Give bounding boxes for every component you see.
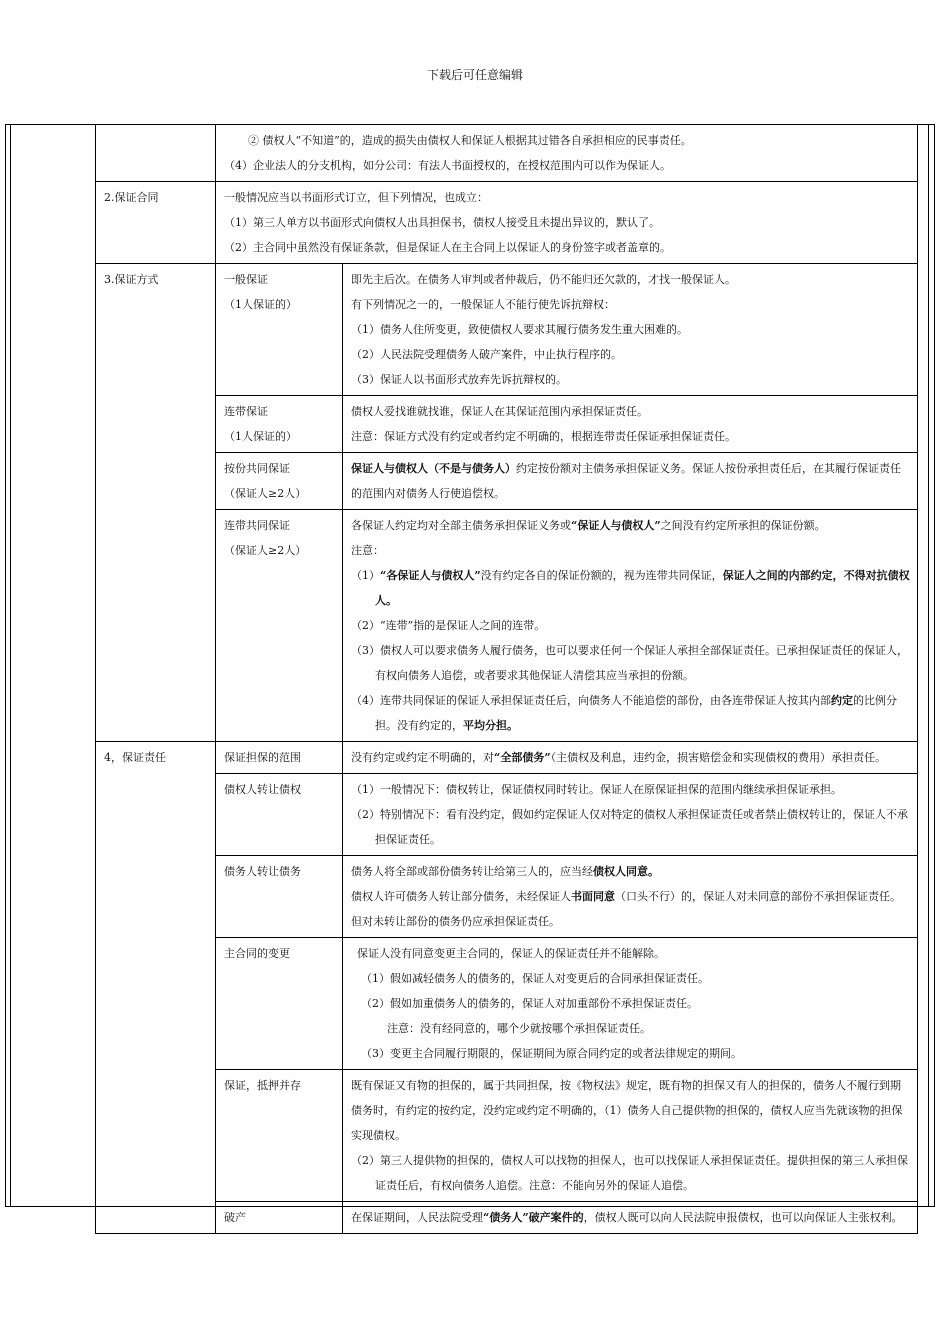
text-paragraph [351,859,911,884]
text-span: 债权人许可债务人转让部分债务，未经保证人 [351,890,571,903]
bold-text: “债务人”破产案件的 [483,1211,584,1224]
text-span: （口头不行）的，保证人对未同意的部份不承担保证责任。但对未转让部份的债务仍应承担保证责任。 [351,890,901,928]
row-joint-guarantee [96,396,918,453]
text-span: 没有约定或约定不明确的，对 [351,751,494,764]
subtype-cell [216,510,343,742]
text-span: 约定按份额对主债务承担保证义务。保证人按份承担责任后，在其履行保证责任的范围内对债务人行使追偿权。 [351,462,901,500]
text-paragraph [351,513,911,538]
subtype-name: 债权人转让债权 [216,774,343,856]
text-line: （3）变更主合同履行期限的，保证期间为原合同约定的或者法律规定的期间。 [361,1047,742,1060]
text-line: 既有保证又有物的担保的，属于共同担保，按《物权法》规定，既有物的担保又有人的担保的，债务人不履行到期债务时，有约定的按约定，没约定或约定不明确的，（1）债务人自己提供物的担保的，债权人应当先就该物的担保实现债权。 [351,1079,903,1142]
bold-text: 约定 [831,694,853,707]
section-title: 4，保证责任 [96,742,216,1234]
text-line: （1）债务人住所变更，致使债权人要求其履行债务发生重大困难的。 [351,323,688,336]
text-line: （2）第三人提供物的担保的，债权人可以找物的担保人，也可以找保证人承担保证责任。提供担保的第三人承担保证责任后，有权向债务人追偿。注意：不能向另外的保证人追偿。 [351,1154,908,1192]
subtype-content [343,1070,918,1202]
text-line: （4）企业法人的分支机构，如分公司：有法人书面授权的，在授权范围内可以作为保证人。 [224,159,671,172]
row-section1-continued [96,125,918,182]
row-share-guarantee [96,453,918,510]
text-span: 的比例分担。没有约定的， [375,694,897,732]
page-header: 下载后可任意编辑 [426,68,523,82]
row-bankruptcy [96,1202,918,1234]
subtype-name: 连带保证 [224,405,268,418]
subtype-note: （保证人≥2人） [224,544,307,557]
subtype-content [343,510,918,742]
section-title: 2.保证合同 [96,182,216,264]
subtype-name: 按份共同保证 [224,462,290,475]
row-debt-transfer [96,856,918,938]
subtype-cell [216,396,343,453]
text-line: 一般情况应当以书面形式订立，但下列情况，也成立： [224,191,488,204]
subtype-name: 保证，抵押并存 [216,1070,343,1202]
subtype-note: （1人保证的） [224,298,297,311]
text-span: ，债权人既可以向人民法院申报债权，也可以向保证人主张权利。 [583,1211,903,1224]
text-paragraph [351,884,911,934]
text-line: （1）假如减轻债务人的债务的，保证人对变更后的合同承担保证责任。 [361,972,709,985]
section1-label-cell [96,125,216,182]
text-line: （2）“连带”指的是保证人之间的连带。 [351,619,546,632]
subtype-cell [216,264,343,396]
text-span: 在保证期间，人民法院受理 [351,1211,483,1224]
bold-text: 保证人与债权人（不是与债务人） [351,462,516,475]
text-paragraph [351,745,911,770]
subtype-content [343,396,918,453]
row-contract-change [96,938,918,1070]
bold-text: “各保证人与债权人” [380,569,481,582]
text-span: 各保证人约定均对全部主债务承担保证义务或 [351,519,571,532]
text-line: 注意： [351,544,384,557]
text-line: （2）特别情况下：看有没约定，假如约定保证人仅对特定的债权人承担保证责任或者禁止债权转让的，保证人不承担保证责任。 [351,808,908,846]
text-span: 之间没有约定所承担的保证份额。 [660,519,826,532]
row-guarantee-mortgage [96,1070,918,1202]
subtype-name: 债务人转让债务 [216,856,343,938]
bold-text: 书面同意 [571,890,615,903]
row-guarantee-scope [96,742,918,774]
row-claim-transfer [96,774,918,856]
text-paragraph [351,563,911,613]
text-paragraph [351,1205,911,1230]
bold-text: “全部债务” [494,751,551,764]
text-line: （3）保证人以书面形式放弃先诉抗辩权的。 [351,373,567,386]
text-line: 注意：保证方式没有约定或者约定不明确的，根据连带责任保证承担保证责任。 [351,430,736,443]
text-line: （1）一般情况下：债权转让，保证债权同时转让。保证人在原保证担保的范围内继续承担保证承担。 [351,783,842,796]
subtype-content [343,938,918,1070]
row-guarantee-contract [96,182,918,264]
subtype-name: 破产 [216,1202,343,1234]
text-span: 没有约定各自的保证份额的，视为连带共同保证， [480,569,723,582]
row-joint-co-guarantee [96,510,918,742]
subtype-content [343,264,918,396]
row-general-guarantee [96,264,918,396]
subtype-name: 一般保证 [224,273,268,286]
guarantee-contract-content [216,182,918,264]
bold-text: “保证人与债权人” [571,519,661,532]
text-line: （2）人民法院受理债务人破产案件，中止执行程序的。 [351,348,622,361]
subtype-name: 连带共同保证 [224,519,290,532]
bold-text: 债权人同意。 [593,865,659,878]
text-line: （3）债权人可以要求债务人履行债务，也可以要求任何一个保证人承担全部保证责任。已承担保证责任的保证人，有权向债务人追偿，或者要求其他保证人清偿其应当承担的份额。 [351,644,908,682]
text-span: （主债权及利息，违约金，损害赔偿金和实现债权的费用）承担责任。 [550,751,887,764]
text-span: （4）连带共同保证的保证人承担保证责任后，向债务人不能追偿的部份，由各连带保证人按其内部 [351,694,831,707]
subtype-content [343,1202,918,1234]
section1-content [216,125,918,182]
text-line: 保证人没有同意变更主合同的，保证人的保证责任并不能解除。 [357,947,665,960]
subtype-content [343,453,918,510]
bold-text: 平均分担。 [463,719,518,732]
subtype-content [343,774,918,856]
subtype-note: （1人保证的） [224,430,297,443]
text-paragraph [351,688,911,738]
text-span: 债务人将全部或部份债务转让给第三人的，应当经 [351,865,593,878]
text-paragraph [351,456,911,506]
subtype-name: 保证担保的范围 [216,742,343,774]
guarantee-table [95,124,918,1234]
bold-text: 保证人之间的内部约定，不得对抗债权人。 [375,569,910,607]
text-line: 即先主后次。在债务人审判或者仲裁后，仍不能归还欠款的，才找一般保证人。 [351,273,736,286]
text-line: 债权人爱找谁就找谁，保证人在其保证范围内承担保证责任。 [351,405,648,418]
text-line: ② 债权人“不知道”的，造成的损失由债权人和保证人根据其过错各自承担相应的民事责任。 [248,134,692,147]
subtype-content [343,856,918,938]
text-line: （1）第三人单方以书面形式向债权人出具担保书，债权人接受且未提出异议的，默认了。 [224,216,660,229]
text-line: 注意：没有经同意的，哪个少就按哪个承担保证责任。 [387,1022,651,1035]
subtype-content [343,742,918,774]
subtype-note: （保证人≥2人） [224,487,307,500]
text-span: （1） [351,569,380,582]
subtype-cell [216,453,343,510]
section-title: 3.保证方式 [96,264,216,742]
text-line: （2）假如加重债务人的债务的，保证人对加重部份不承担保证责任。 [361,997,698,1010]
text-line: 有下列情况之一的，一般保证人不能行使先诉抗辩权： [351,298,615,311]
subtype-name: 主合同的变更 [216,938,343,1070]
text-line: （2）主合同中虽然没有保证条款，但是保证人在主合同上以保证人的身份签字或者盖章的。 [224,241,671,254]
